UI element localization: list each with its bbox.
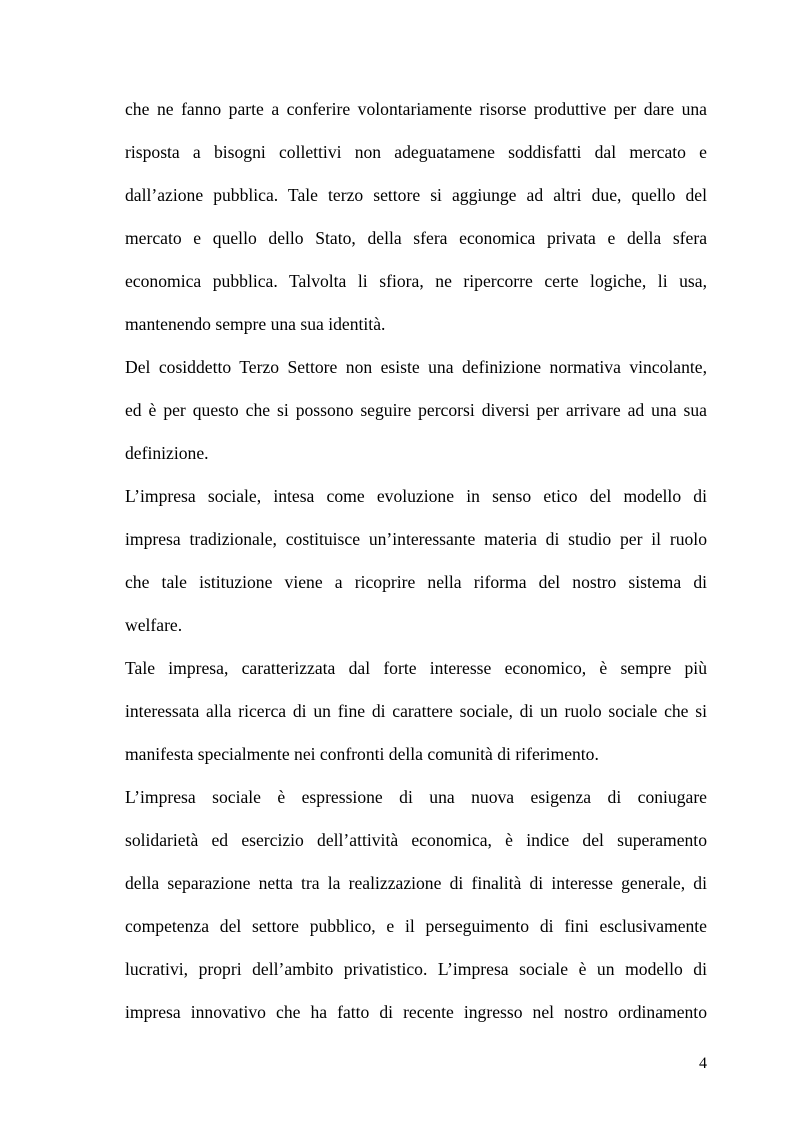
text-line: ed è per questo che si possono seguire percorsi diversi per arrivare ad una sua xyxy=(125,400,707,420)
text-line: L’impresa sociale, intesa come evoluzione in senso etico del modello di xyxy=(125,486,707,506)
text-line: definizione. xyxy=(125,443,209,463)
text-line: welfare. xyxy=(125,615,183,635)
paragraph-2 xyxy=(125,346,707,475)
text-line: impresa tradizionale, costituisce un’interessante materia di studio per il ruolo xyxy=(125,529,707,549)
paragraph-1 xyxy=(125,88,707,346)
text-line: che ne fanno parte a conferire volontariamente risorse produttive per dare una xyxy=(125,99,707,119)
paragraph-3 xyxy=(125,475,707,647)
text-line: economica pubblica. Talvolta li sfiora, ne ripercorre certe logiche, li usa, xyxy=(125,271,707,291)
body-text xyxy=(125,88,707,1034)
text-line: interessata alla ricerca di un fine di carattere sociale, di un ruolo sociale che si xyxy=(125,701,707,721)
text-line: solidarietà ed esercizio dell’attività economica, è indice del superamento xyxy=(125,830,707,850)
text-line: risposta a bisogni collettivi non adeguatamene soddisfatti dal mercato e xyxy=(125,142,707,162)
page-number: 4 xyxy=(699,1055,707,1072)
text-line: mercato e quello dello Stato, della sfera economica privata e della sfera xyxy=(125,228,707,248)
text-line: lucrativi, propri dell’ambito privatistico. L’impresa sociale è un modello di xyxy=(125,959,707,979)
text-line: Tale impresa, caratterizzata dal forte interesse economico, è sempre più xyxy=(125,658,707,678)
text-line: dall’azione pubblica. Tale terzo settore si aggiunge ad altri due, quello del xyxy=(125,185,707,205)
text-line: impresa innovativo che ha fatto di recente ingresso nel nostro ordinamento xyxy=(125,1002,707,1022)
text-line: Del cosiddetto Terzo Settore non esiste una definizione normativa vincolante, xyxy=(125,357,707,377)
paragraph-4 xyxy=(125,647,707,776)
paragraph-5 xyxy=(125,776,707,1034)
text-line: mantenendo sempre una sua identità. xyxy=(125,314,386,334)
text-line: L’impresa sociale è espressione di una nuova esigenza di coniugare xyxy=(125,787,707,807)
text-line: competenza del settore pubblico, e il perseguimento di fini esclusivamente xyxy=(125,916,707,936)
text-line: della separazione netta tra la realizzazione di finalità di interesse generale, di xyxy=(125,873,707,893)
text-line: che tale istituzione viene a ricoprire nella riforma del nostro sistema di xyxy=(125,572,707,592)
text-line: manifesta specialmente nei confronti della comunità di riferimento. xyxy=(125,744,599,764)
